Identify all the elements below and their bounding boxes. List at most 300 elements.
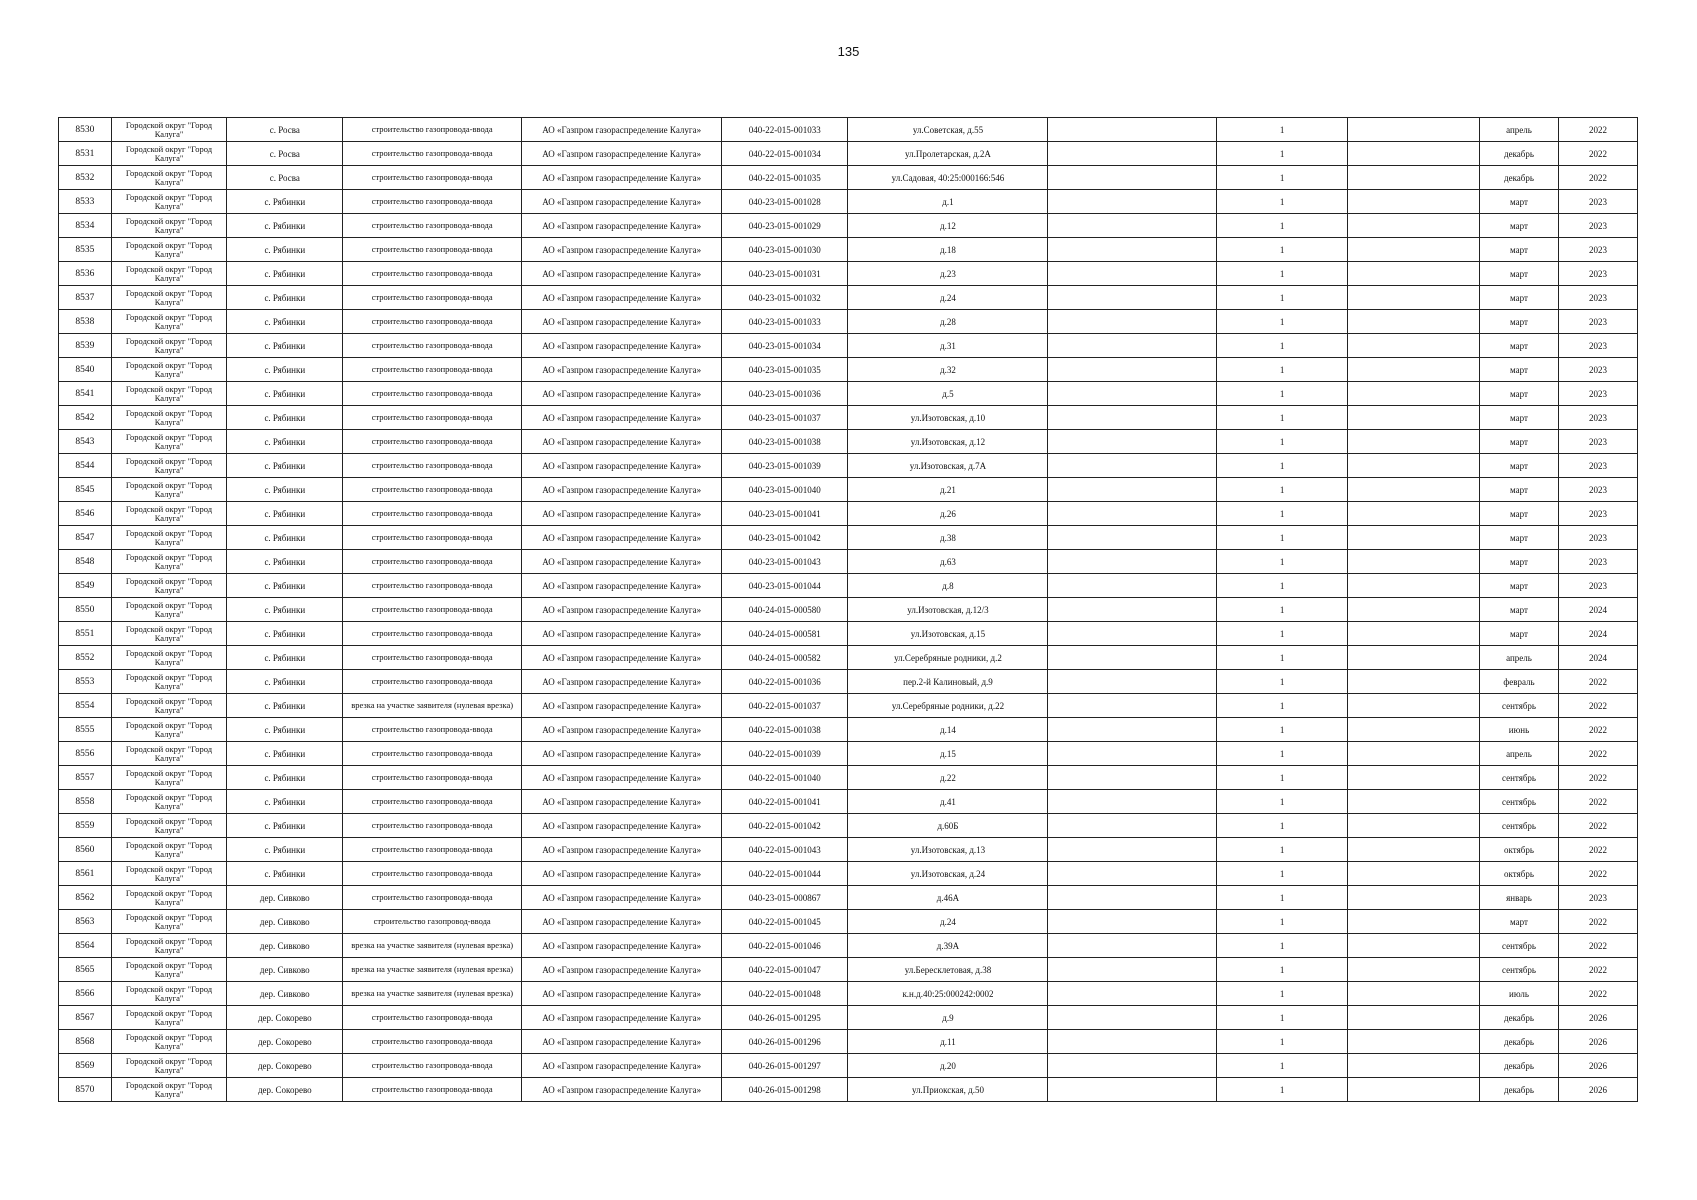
address-cell: д.24 bbox=[848, 286, 1048, 310]
locality-cell: дер. Сивково bbox=[227, 910, 343, 934]
address-cell: ул.Пролетарская, д.2А bbox=[848, 142, 1048, 166]
address-cell: д.24 bbox=[848, 910, 1048, 934]
application-code-cell: 040-23-015-001037 bbox=[722, 406, 848, 430]
locality-cell: с. Росва bbox=[227, 166, 343, 190]
address-cell: д.60Б bbox=[848, 814, 1048, 838]
locality-cell: с. Рябинки bbox=[227, 190, 343, 214]
table-row bbox=[59, 478, 1638, 502]
month-cell: март bbox=[1480, 526, 1559, 550]
empty-cell bbox=[1348, 766, 1480, 790]
year-cell: 2023 bbox=[1558, 358, 1637, 382]
month-cell: март bbox=[1480, 310, 1559, 334]
year-cell: 2026 bbox=[1558, 1078, 1637, 1102]
work-type-cell: строительство газопровода-ввода bbox=[343, 406, 522, 430]
row-number-cell: 8536 bbox=[59, 262, 112, 286]
year-cell: 2023 bbox=[1558, 502, 1637, 526]
municipality-cell: Городской округ "Город Калуга" bbox=[111, 1078, 227, 1102]
table-row bbox=[59, 694, 1638, 718]
application-code-cell: 040-22-015-001045 bbox=[722, 910, 848, 934]
municipality-cell: Городской округ "Город Калуга" bbox=[111, 646, 227, 670]
count-cell: 1 bbox=[1216, 1078, 1348, 1102]
application-code-cell: 040-22-015-001036 bbox=[722, 670, 848, 694]
locality-cell: с. Рябинки bbox=[227, 574, 343, 598]
empty-cell bbox=[1048, 622, 1216, 646]
empty-cell bbox=[1048, 166, 1216, 190]
application-code-cell: 040-22-015-001033 bbox=[722, 118, 848, 142]
empty-cell bbox=[1348, 502, 1480, 526]
empty-cell bbox=[1348, 982, 1480, 1006]
table-row bbox=[59, 118, 1638, 142]
month-cell: декабрь bbox=[1480, 1006, 1559, 1030]
work-type-cell: строительство газопровода-ввода bbox=[343, 886, 522, 910]
municipality-cell: Городской округ "Город Калуга" bbox=[111, 334, 227, 358]
year-cell: 2023 bbox=[1558, 886, 1637, 910]
count-cell: 1 bbox=[1216, 694, 1348, 718]
year-cell: 2022 bbox=[1558, 766, 1637, 790]
empty-cell bbox=[1348, 214, 1480, 238]
count-cell: 1 bbox=[1216, 886, 1348, 910]
year-cell: 2022 bbox=[1558, 910, 1637, 934]
application-code-cell: 040-26-015-001297 bbox=[722, 1054, 848, 1078]
year-cell: 2026 bbox=[1558, 1054, 1637, 1078]
application-code-cell: 040-23-015-001043 bbox=[722, 550, 848, 574]
count-cell: 1 bbox=[1216, 934, 1348, 958]
address-cell: д.5 bbox=[848, 382, 1048, 406]
address-cell: ул.Садовая, 40:25:000166:546 bbox=[848, 166, 1048, 190]
application-code-cell: 040-23-015-001029 bbox=[722, 214, 848, 238]
count-cell: 1 bbox=[1216, 310, 1348, 334]
address-cell: д.26 bbox=[848, 502, 1048, 526]
organization-cell: АО «Газпром газораспределение Калуга» bbox=[522, 958, 722, 982]
organization-cell: АО «Газпром газораспределение Калуга» bbox=[522, 910, 722, 934]
application-code-cell: 040-26-015-001298 bbox=[722, 1078, 848, 1102]
municipality-cell: Городской округ "Город Калуга" bbox=[111, 310, 227, 334]
empty-cell bbox=[1348, 478, 1480, 502]
count-cell: 1 bbox=[1216, 646, 1348, 670]
year-cell: 2023 bbox=[1558, 574, 1637, 598]
empty-cell bbox=[1048, 454, 1216, 478]
year-cell: 2023 bbox=[1558, 430, 1637, 454]
table-row bbox=[59, 454, 1638, 478]
empty-cell bbox=[1048, 1006, 1216, 1030]
count-cell: 1 bbox=[1216, 862, 1348, 886]
municipality-cell: Городской округ "Город Калуга" bbox=[111, 574, 227, 598]
empty-cell bbox=[1348, 550, 1480, 574]
table-row bbox=[59, 790, 1638, 814]
address-cell: д.14 bbox=[848, 718, 1048, 742]
row-number-cell: 8542 bbox=[59, 406, 112, 430]
organization-cell: АО «Газпром газораспределение Калуга» bbox=[522, 934, 722, 958]
count-cell: 1 bbox=[1216, 334, 1348, 358]
year-cell: 2024 bbox=[1558, 646, 1637, 670]
municipality-cell: Городской округ "Город Калуга" bbox=[111, 358, 227, 382]
year-cell: 2023 bbox=[1558, 550, 1637, 574]
table-row bbox=[59, 550, 1638, 574]
table-row bbox=[59, 358, 1638, 382]
application-code-cell: 040-22-015-001047 bbox=[722, 958, 848, 982]
year-cell: 2022 bbox=[1558, 838, 1637, 862]
month-cell: декабрь bbox=[1480, 142, 1559, 166]
municipality-cell: Городской округ "Город Калуга" bbox=[111, 430, 227, 454]
organization-cell: АО «Газпром газораспределение Калуга» bbox=[522, 550, 722, 574]
table-row bbox=[59, 1030, 1638, 1054]
locality-cell: с. Росва bbox=[227, 142, 343, 166]
empty-cell bbox=[1048, 670, 1216, 694]
application-code-cell: 040-23-015-001035 bbox=[722, 358, 848, 382]
organization-cell: АО «Газпром газораспределение Калуга» bbox=[522, 790, 722, 814]
organization-cell: АО «Газпром газораспределение Калуга» bbox=[522, 886, 722, 910]
address-cell: ул.Советская, д.55 bbox=[848, 118, 1048, 142]
locality-cell: с. Рябинки bbox=[227, 694, 343, 718]
empty-cell bbox=[1348, 670, 1480, 694]
locality-cell: с. Рябинки bbox=[227, 262, 343, 286]
empty-cell bbox=[1048, 982, 1216, 1006]
address-cell: ул.Изотовская, д.7А bbox=[848, 454, 1048, 478]
work-type-cell: строительство газопровода-ввода bbox=[343, 214, 522, 238]
year-cell: 2022 bbox=[1558, 166, 1637, 190]
table-row bbox=[59, 334, 1638, 358]
empty-cell bbox=[1348, 646, 1480, 670]
work-type-cell: строительство газопровода-ввода bbox=[343, 790, 522, 814]
organization-cell: АО «Газпром газораспределение Калуга» bbox=[522, 142, 722, 166]
month-cell: апрель bbox=[1480, 118, 1559, 142]
row-number-cell: 8535 bbox=[59, 238, 112, 262]
year-cell: 2022 bbox=[1558, 742, 1637, 766]
organization-cell: АО «Газпром газораспределение Калуга» bbox=[522, 454, 722, 478]
locality-cell: с. Рябинки bbox=[227, 358, 343, 382]
organization-cell: АО «Газпром газораспределение Калуга» bbox=[522, 382, 722, 406]
empty-cell bbox=[1348, 142, 1480, 166]
month-cell: март bbox=[1480, 478, 1559, 502]
locality-cell: с. Рябинки bbox=[227, 646, 343, 670]
month-cell: март bbox=[1480, 214, 1559, 238]
month-cell: март bbox=[1480, 262, 1559, 286]
month-cell: март bbox=[1480, 910, 1559, 934]
empty-cell bbox=[1348, 598, 1480, 622]
address-cell: д.15 bbox=[848, 742, 1048, 766]
application-code-cell: 040-22-015-001048 bbox=[722, 982, 848, 1006]
table-body bbox=[59, 118, 1638, 1102]
year-cell: 2022 bbox=[1558, 142, 1637, 166]
municipality-cell: Городской округ "Город Калуга" bbox=[111, 502, 227, 526]
locality-cell: с. Рябинки bbox=[227, 598, 343, 622]
locality-cell: с. Рябинки bbox=[227, 622, 343, 646]
organization-cell: АО «Газпром газораспределение Калуга» bbox=[522, 262, 722, 286]
work-type-cell: строительство газопровода-ввода bbox=[343, 838, 522, 862]
month-cell: март bbox=[1480, 358, 1559, 382]
address-cell: д.1 bbox=[848, 190, 1048, 214]
application-code-cell: 040-23-015-001041 bbox=[722, 502, 848, 526]
table-row bbox=[59, 238, 1638, 262]
table-row bbox=[59, 406, 1638, 430]
organization-cell: АО «Газпром газораспределение Калуга» bbox=[522, 694, 722, 718]
table-row bbox=[59, 742, 1638, 766]
locality-cell: с. Рябинки bbox=[227, 718, 343, 742]
work-type-cell: врезка на участке заявителя (нулевая врезка) bbox=[343, 934, 522, 958]
empty-cell bbox=[1048, 910, 1216, 934]
empty-cell bbox=[1048, 694, 1216, 718]
row-number-cell: 8561 bbox=[59, 862, 112, 886]
work-type-cell: строительство газопровода-ввода bbox=[343, 718, 522, 742]
count-cell: 1 bbox=[1216, 430, 1348, 454]
empty-cell bbox=[1348, 958, 1480, 982]
row-number-cell: 8567 bbox=[59, 1006, 112, 1030]
count-cell: 1 bbox=[1216, 958, 1348, 982]
work-type-cell: врезка на участке заявителя (нулевая врезка) bbox=[343, 958, 522, 982]
work-type-cell: строительство газопровода-ввода bbox=[343, 358, 522, 382]
empty-cell bbox=[1048, 1054, 1216, 1078]
count-cell: 1 bbox=[1216, 1006, 1348, 1030]
table-row bbox=[59, 1006, 1638, 1030]
municipality-cell: Городской округ "Город Калуга" bbox=[111, 286, 227, 310]
organization-cell: АО «Газпром газораспределение Калуга» bbox=[522, 982, 722, 1006]
locality-cell: с. Рябинки bbox=[227, 286, 343, 310]
month-cell: сентябрь bbox=[1480, 766, 1559, 790]
row-number-cell: 8549 bbox=[59, 574, 112, 598]
count-cell: 1 bbox=[1216, 190, 1348, 214]
month-cell: март bbox=[1480, 550, 1559, 574]
work-type-cell: строительство газопровода-ввода bbox=[343, 1078, 522, 1102]
organization-cell: АО «Газпром газораспределение Калуга» bbox=[522, 742, 722, 766]
empty-cell bbox=[1348, 790, 1480, 814]
empty-cell bbox=[1048, 718, 1216, 742]
empty-cell bbox=[1348, 862, 1480, 886]
year-cell: 2024 bbox=[1558, 622, 1637, 646]
locality-cell: с. Рябинки bbox=[227, 430, 343, 454]
work-type-cell: строительство газопровода-ввода bbox=[343, 814, 522, 838]
year-cell: 2022 bbox=[1558, 718, 1637, 742]
address-cell: к.н.д.40:25:000242:0002 bbox=[848, 982, 1048, 1006]
empty-cell bbox=[1348, 742, 1480, 766]
organization-cell: АО «Газпром газораспределение Калуга» bbox=[522, 646, 722, 670]
month-cell: март bbox=[1480, 190, 1559, 214]
municipality-cell: Городской округ "Город Калуга" bbox=[111, 814, 227, 838]
address-cell: д.9 bbox=[848, 1006, 1048, 1030]
empty-cell bbox=[1048, 598, 1216, 622]
row-number-cell: 8539 bbox=[59, 334, 112, 358]
year-cell: 2023 bbox=[1558, 382, 1637, 406]
work-type-cell: строительство газопровода-ввода bbox=[343, 262, 522, 286]
municipality-cell: Городской округ "Город Калуга" bbox=[111, 190, 227, 214]
table-row bbox=[59, 310, 1638, 334]
municipality-cell: Городской округ "Город Калуга" bbox=[111, 478, 227, 502]
row-number-cell: 8568 bbox=[59, 1030, 112, 1054]
locality-cell: с. Росва bbox=[227, 118, 343, 142]
address-cell: д.39А bbox=[848, 934, 1048, 958]
address-cell: ул.Изотовская, д.10 bbox=[848, 406, 1048, 430]
table-row bbox=[59, 526, 1638, 550]
empty-cell bbox=[1048, 238, 1216, 262]
table-row bbox=[59, 1078, 1638, 1102]
municipality-cell: Городской округ "Город Калуга" bbox=[111, 1006, 227, 1030]
row-number-cell: 8565 bbox=[59, 958, 112, 982]
table-row bbox=[59, 934, 1638, 958]
empty-cell bbox=[1048, 526, 1216, 550]
table-row bbox=[59, 262, 1638, 286]
organization-cell: АО «Газпром газораспределение Калуга» bbox=[522, 526, 722, 550]
empty-cell bbox=[1048, 502, 1216, 526]
empty-cell bbox=[1048, 430, 1216, 454]
application-code-cell: 040-23-015-001039 bbox=[722, 454, 848, 478]
page-number: 135 bbox=[837, 44, 860, 59]
work-type-cell: строительство газопровода-ввода bbox=[343, 1054, 522, 1078]
empty-cell bbox=[1348, 526, 1480, 550]
empty-cell bbox=[1048, 262, 1216, 286]
row-number-cell: 8556 bbox=[59, 742, 112, 766]
address-cell: д.46А bbox=[848, 886, 1048, 910]
municipality-cell: Городской округ "Город Калуга" bbox=[111, 886, 227, 910]
work-type-cell: строительство газопровода-ввода bbox=[343, 310, 522, 334]
row-number-cell: 8531 bbox=[59, 142, 112, 166]
organization-cell: АО «Газпром газораспределение Калуга» bbox=[522, 718, 722, 742]
empty-cell bbox=[1048, 790, 1216, 814]
application-code-cell: 040-22-015-001040 bbox=[722, 766, 848, 790]
organization-cell: АО «Газпром газораспределение Калуга» bbox=[522, 166, 722, 190]
application-code-cell: 040-22-015-001042 bbox=[722, 814, 848, 838]
year-cell: 2026 bbox=[1558, 1030, 1637, 1054]
empty-cell bbox=[1348, 358, 1480, 382]
empty-cell bbox=[1348, 838, 1480, 862]
locality-cell: с. Рябинки bbox=[227, 406, 343, 430]
month-cell: декабрь bbox=[1480, 1030, 1559, 1054]
row-number-cell: 8532 bbox=[59, 166, 112, 190]
month-cell: декабрь bbox=[1480, 166, 1559, 190]
municipality-cell: Городской округ "Город Калуга" bbox=[111, 406, 227, 430]
work-type-cell: строительство газопровода-ввода bbox=[343, 478, 522, 502]
month-cell: декабрь bbox=[1480, 1054, 1559, 1078]
table-row bbox=[59, 862, 1638, 886]
empty-cell bbox=[1048, 838, 1216, 862]
municipality-cell: Городской округ "Город Калуга" bbox=[111, 118, 227, 142]
count-cell: 1 bbox=[1216, 502, 1348, 526]
municipality-cell: Городской округ "Город Калуга" bbox=[111, 766, 227, 790]
locality-cell: с. Рябинки bbox=[227, 814, 343, 838]
year-cell: 2022 bbox=[1558, 862, 1637, 886]
month-cell: октябрь bbox=[1480, 838, 1559, 862]
municipality-cell: Городской округ "Город Калуга" bbox=[111, 694, 227, 718]
address-cell: ул.Изотовская, д.13 bbox=[848, 838, 1048, 862]
municipality-cell: Городской округ "Город Калуга" bbox=[111, 742, 227, 766]
empty-cell bbox=[1348, 886, 1480, 910]
table-row bbox=[59, 766, 1638, 790]
application-code-cell: 040-23-015-001042 bbox=[722, 526, 848, 550]
municipality-cell: Городской округ "Город Калуга" bbox=[111, 526, 227, 550]
empty-cell bbox=[1048, 310, 1216, 334]
application-code-cell: 040-26-015-001295 bbox=[722, 1006, 848, 1030]
month-cell: март bbox=[1480, 502, 1559, 526]
empty-cell bbox=[1048, 382, 1216, 406]
organization-cell: АО «Газпром газораспределение Калуга» bbox=[522, 766, 722, 790]
municipality-cell: Городской округ "Город Калуга" bbox=[111, 718, 227, 742]
empty-cell bbox=[1048, 958, 1216, 982]
address-cell: ул.Серебряные родники, д.22 bbox=[848, 694, 1048, 718]
work-type-cell: врезка на участке заявителя (нулевая врезка) bbox=[343, 982, 522, 1006]
month-cell: сентябрь bbox=[1480, 694, 1559, 718]
row-number-cell: 8540 bbox=[59, 358, 112, 382]
count-cell: 1 bbox=[1216, 454, 1348, 478]
empty-cell bbox=[1048, 1078, 1216, 1102]
row-number-cell: 8538 bbox=[59, 310, 112, 334]
table-row bbox=[59, 670, 1638, 694]
empty-cell bbox=[1348, 334, 1480, 358]
address-cell: д.63 bbox=[848, 550, 1048, 574]
month-cell: март bbox=[1480, 334, 1559, 358]
address-cell: д.20 bbox=[848, 1054, 1048, 1078]
row-number-cell: 8569 bbox=[59, 1054, 112, 1078]
count-cell: 1 bbox=[1216, 382, 1348, 406]
organization-cell: АО «Газпром газораспределение Калуга» bbox=[522, 406, 722, 430]
year-cell: 2022 bbox=[1558, 982, 1637, 1006]
empty-cell bbox=[1348, 382, 1480, 406]
count-cell: 1 bbox=[1216, 574, 1348, 598]
empty-cell bbox=[1048, 142, 1216, 166]
work-type-cell: врезка на участке заявителя (нулевая врезка) bbox=[343, 694, 522, 718]
table-row bbox=[59, 982, 1638, 1006]
year-cell: 2023 bbox=[1558, 262, 1637, 286]
work-type-cell: строительство газопровода-ввода bbox=[343, 382, 522, 406]
gas-connection-table bbox=[58, 117, 1638, 1102]
address-cell: д.31 bbox=[848, 334, 1048, 358]
table-row bbox=[59, 958, 1638, 982]
year-cell: 2022 bbox=[1558, 790, 1637, 814]
work-type-cell: строительство газопровода-ввода bbox=[343, 742, 522, 766]
row-number-cell: 8553 bbox=[59, 670, 112, 694]
count-cell: 1 bbox=[1216, 118, 1348, 142]
month-cell: март bbox=[1480, 382, 1559, 406]
table-row bbox=[59, 502, 1638, 526]
count-cell: 1 bbox=[1216, 838, 1348, 862]
address-cell: д.38 bbox=[848, 526, 1048, 550]
month-cell: март bbox=[1480, 622, 1559, 646]
municipality-cell: Городской округ "Город Калуга" bbox=[111, 550, 227, 574]
table-row bbox=[59, 286, 1638, 310]
year-cell: 2022 bbox=[1558, 118, 1637, 142]
locality-cell: с. Рябинки bbox=[227, 502, 343, 526]
empty-cell bbox=[1348, 814, 1480, 838]
application-code-cell: 040-23-015-001044 bbox=[722, 574, 848, 598]
month-cell: сентябрь bbox=[1480, 790, 1559, 814]
work-type-cell: строительство газопровода-ввода bbox=[343, 454, 522, 478]
address-cell: д.21 bbox=[848, 478, 1048, 502]
empty-cell bbox=[1048, 574, 1216, 598]
municipality-cell: Городской округ "Город Калуга" bbox=[111, 598, 227, 622]
row-number-cell: 8537 bbox=[59, 286, 112, 310]
table-row bbox=[59, 1054, 1638, 1078]
count-cell: 1 bbox=[1216, 550, 1348, 574]
application-code-cell: 040-22-015-001037 bbox=[722, 694, 848, 718]
application-code-cell: 040-23-015-001034 bbox=[722, 334, 848, 358]
application-code-cell: 040-22-015-001038 bbox=[722, 718, 848, 742]
municipality-cell: Городской округ "Город Калуга" bbox=[111, 934, 227, 958]
application-code-cell: 040-24-015-000581 bbox=[722, 622, 848, 646]
year-cell: 2023 bbox=[1558, 478, 1637, 502]
empty-cell bbox=[1048, 406, 1216, 430]
work-type-cell: строительство газопровода-ввода bbox=[343, 1006, 522, 1030]
count-cell: 1 bbox=[1216, 1054, 1348, 1078]
organization-cell: АО «Газпром газораспределение Калуга» bbox=[522, 1030, 722, 1054]
address-cell: д.28 bbox=[848, 310, 1048, 334]
locality-cell: дер. Сокорево bbox=[227, 1006, 343, 1030]
row-number-cell: 8548 bbox=[59, 550, 112, 574]
empty-cell bbox=[1048, 334, 1216, 358]
empty-cell bbox=[1348, 118, 1480, 142]
locality-cell: с. Рябинки bbox=[227, 670, 343, 694]
work-type-cell: строительство газопровода-ввода bbox=[343, 598, 522, 622]
month-cell: апрель bbox=[1480, 742, 1559, 766]
count-cell: 1 bbox=[1216, 670, 1348, 694]
municipality-cell: Городской округ "Город Калуга" bbox=[111, 838, 227, 862]
work-type-cell: строительство газопровода-ввода bbox=[343, 190, 522, 214]
